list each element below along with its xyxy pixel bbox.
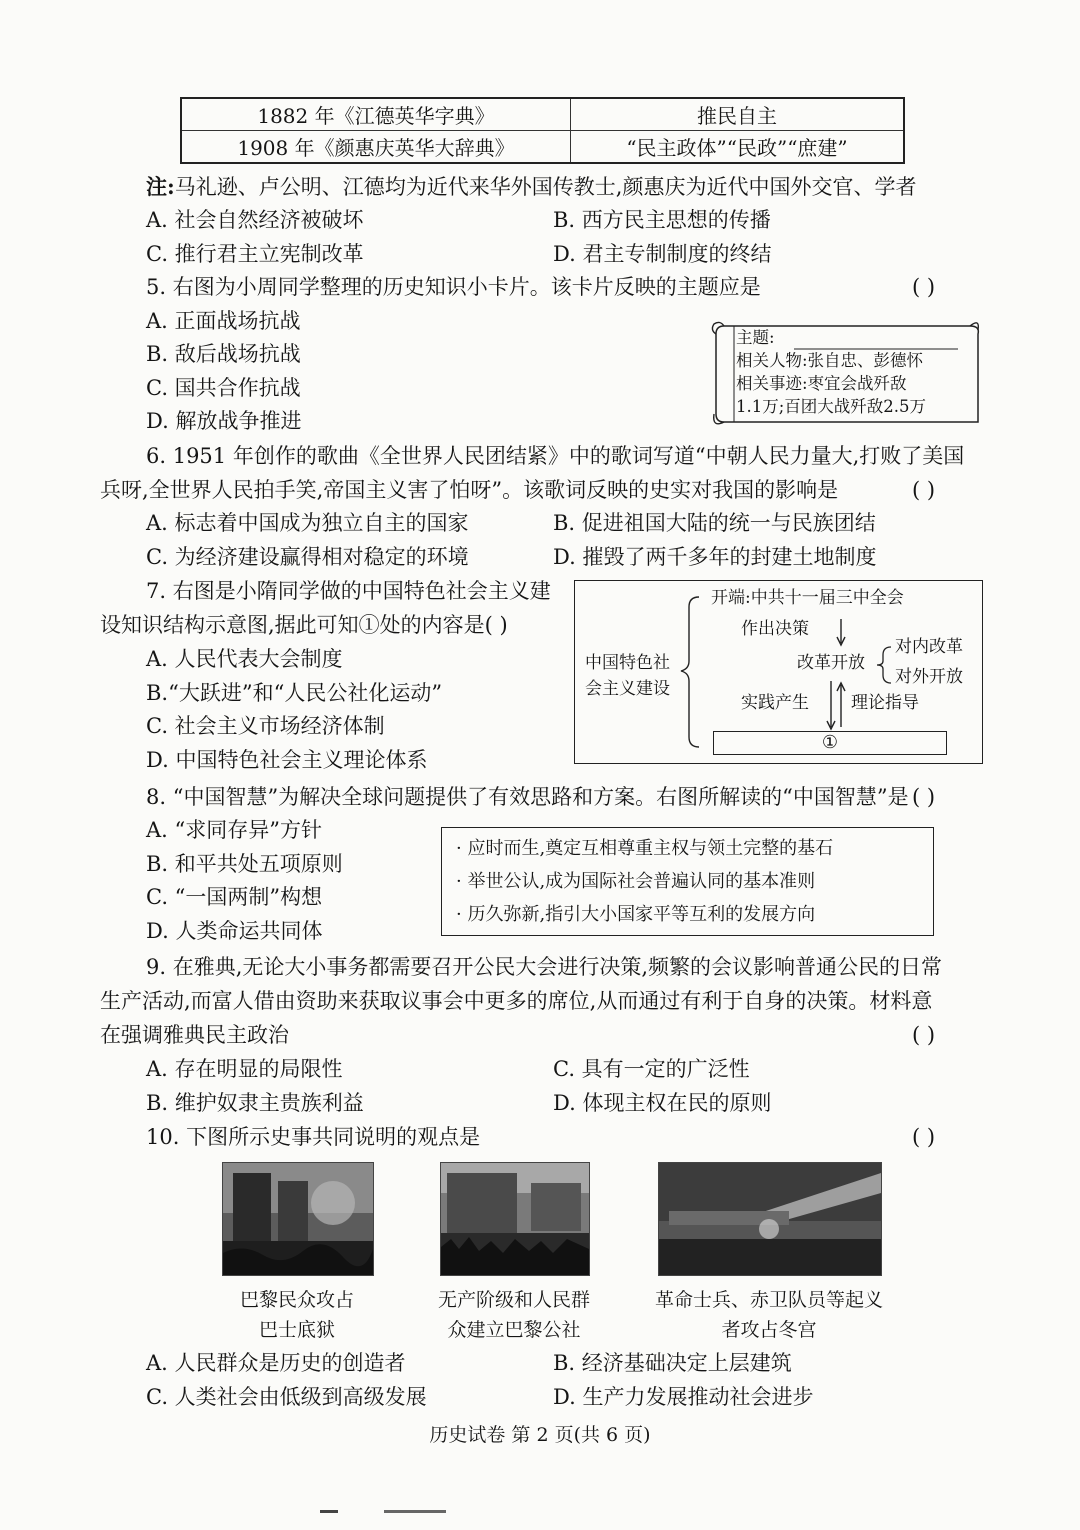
q4-note [146, 172, 916, 202]
q6-answer-paren[interactable]: ( ) [912, 478, 936, 502]
winter-palace-illustration [659, 1163, 881, 1275]
q9-stem-line1: 9. 在雅典,无论大小事务都需要召开公民大会进行决策,频繁的会议影响普通公民的日常 [146, 955, 943, 979]
dictionary-table [180, 97, 905, 164]
diagram-inner-reform: 对内改革 [895, 637, 963, 657]
q6-stem-line2: 兵呀,全世界人民拍手笑,帝国主义害了怕呀”。该歌词反映的史实对我国的影响是 [100, 478, 839, 502]
diagram-decision: 作出决策 [741, 619, 809, 639]
caption-bastille-line1: 巴黎民众攻占 [239, 1289, 354, 1311]
caption-commune-line2: 众建立巴黎公社 [447, 1319, 581, 1341]
table-row [181, 131, 904, 164]
q4-option-d[interactable]: D. 君主专制制度的终结 [553, 242, 772, 266]
q8-box-line: · 举世公认,成为国际社会普遍认同的基本准则 [456, 871, 816, 892]
table-cell: 1908 年《颜惠庆英华大辞典》 [181, 131, 571, 164]
card-theme-label: 主题: [736, 328, 775, 347]
q5-stem: 5. 右图为小周同学整理的历史知识小卡片。该卡片反映的主题应是 [146, 275, 761, 299]
q7-option-b[interactable]: B.“大跃进”和“人民公社化运动” [146, 681, 443, 705]
paris-commune-image [440, 1162, 590, 1276]
caption-bastille-line2: 巴士底狱 [258, 1319, 335, 1341]
q10-answer-paren[interactable]: ( ) [912, 1125, 936, 1149]
diagram-start: 开端:中共十一届三中全会 [711, 588, 904, 608]
q5-option-a[interactable]: A. 正面战场抗战 [146, 309, 301, 333]
q4-note-label: 注: [146, 174, 175, 199]
caption-commune-line1: 无产阶级和人民群 [437, 1289, 590, 1311]
q5-option-c[interactable]: C. 国共合作抗战 [146, 376, 301, 400]
diagram-outer-open: 对外开放 [895, 667, 963, 687]
bottom-mark [384, 1510, 446, 1513]
q7-stem-line2: 设知识结构示意图,据此可知①处的内容是( ) [100, 613, 508, 637]
diagram-theory: 理论指导 [851, 693, 919, 713]
q6-option-b[interactable]: B. 促进祖国大陆的统一与民族团结 [553, 511, 876, 535]
q4-option-a[interactable]: A. 社会自然经济被破坏 [146, 208, 364, 232]
table-cell: 推民自主 [571, 98, 905, 131]
table-row [181, 98, 904, 131]
bastille-illustration [223, 1163, 373, 1275]
q8-option-d[interactable]: D. 人类命运共同体 [146, 919, 323, 943]
paris-commune-illustration [441, 1163, 589, 1275]
card-people: 相关人物:张自忠、彭德怀 [736, 351, 924, 370]
q9-answer-paren[interactable]: ( ) [912, 1023, 936, 1047]
q8-box-line: · 历久弥新,指引大小国家平等互利的发展方向 [456, 904, 816, 925]
q10-option-c[interactable]: C. 人类社会由低级到高级发展 [146, 1385, 427, 1409]
q10-option-b[interactable]: B. 经济基础决定上层建筑 [553, 1351, 792, 1375]
q10-option-d[interactable]: D. 生产力发展推动社会进步 [553, 1385, 814, 1409]
q9-stem-line2: 生产活动,而富人借由资助来获取议事会中更多的席位,从而通过有利于自身的决策。材料意 [100, 989, 933, 1013]
q7-stem-line1: 7. 右图是小隋同学做的中国特色社会主义建 [146, 579, 551, 603]
caption-palace-line1: 革命士兵、赤卫队员等起义 [654, 1289, 883, 1311]
q9-option-c[interactable]: C. 具有一定的广泛性 [553, 1057, 750, 1081]
q9-option-a[interactable]: A. 存在明显的局限性 [146, 1057, 343, 1081]
diagram-practice: 实践产生 [741, 693, 809, 713]
q4-note-text: 马礼逊、卢公明、江德均为近代来华外国传教士,颜惠庆为近代中国外交官、学者 [174, 175, 917, 199]
q4-option-b[interactable]: B. 西方民主思想的传播 [553, 208, 771, 232]
table-cell: 1882 年《江德英华字典》 [181, 98, 571, 131]
knowledge-card [708, 318, 978, 430]
card-events-cont: 1.1万;百团大战歼敌2.5万 [736, 397, 927, 416]
diagram-blank-1: ① [713, 731, 947, 755]
q8-answer-paren[interactable]: ( ) [912, 785, 936, 809]
q6-option-d[interactable]: D. 摧毁了两千多年的封建土地制度 [553, 545, 877, 569]
q9-stem-line3: 在强调雅典民主政治 [100, 1023, 289, 1047]
q7-option-c[interactable]: C. 社会主义市场经济体制 [146, 714, 385, 738]
q8-option-c[interactable]: C. “一国两制”构想 [146, 885, 323, 909]
q5-option-b[interactable]: B. 敌后战场抗战 [146, 342, 301, 366]
card-events: 相关事迹:枣宜会战歼敌 [736, 374, 907, 393]
diagram-root-line2: 会主义建设 [585, 679, 670, 699]
q10-stem: 10. 下图所示史事共同说明的观点是 [146, 1125, 481, 1149]
q8-option-b[interactable]: B. 和平共处五项原则 [146, 852, 343, 876]
q7-option-a[interactable]: A. 人民代表大会制度 [146, 647, 343, 671]
q6-option-c[interactable]: C. 为经济建设赢得相对稳定的环境 [146, 545, 469, 569]
bottom-mark [320, 1510, 338, 1513]
diagram-reform: 改革开放 [797, 653, 865, 673]
page-footer: 历史试卷 第 2 页(共 6 页) [429, 1424, 651, 1446]
q9-option-b[interactable]: B. 维护奴隶主贵族利益 [146, 1091, 364, 1115]
diagram-root-line1: 中国特色社 [585, 653, 670, 673]
q8-stem: 8. “中国智慧”为解决全球问题提供了有效思路和方案。右图所解读的“中国智慧”是 [146, 785, 909, 809]
q4-option-c[interactable]: C. 推行君主立宪制改革 [146, 242, 364, 266]
structure-diagram [574, 580, 983, 764]
q10-option-a[interactable]: A. 人民群众是历史的创造者 [146, 1351, 406, 1375]
q8-quote-box [441, 827, 934, 936]
q5-option-d[interactable]: D. 解放战争推进 [146, 409, 302, 433]
bastille-image [222, 1162, 374, 1276]
q8-box-line: · 应时而生,奠定互相尊重主权与领土完整的基石 [456, 838, 834, 859]
q6-stem-line1: 6. 1951 年创作的歌曲《全世界人民团结紧》中的歌词写道“中朝人民力量大,打败了美国 [146, 444, 965, 468]
winter-palace-image [658, 1162, 882, 1276]
q7-option-d[interactable]: D. 中国特色社会主义理论体系 [146, 748, 428, 772]
q6-option-a[interactable]: A. 标志着中国成为独立自主的国家 [146, 511, 469, 535]
table-cell: “民主政体”“民政”“庶建” [571, 131, 905, 164]
q9-option-d[interactable]: D. 体现主权在民的原则 [553, 1091, 772, 1115]
caption-palace-line2: 者攻占冬宫 [721, 1319, 817, 1341]
q8-option-a[interactable]: A. “求同存异”方针 [146, 818, 322, 842]
q5-answer-paren[interactable]: ( ) [912, 275, 936, 299]
